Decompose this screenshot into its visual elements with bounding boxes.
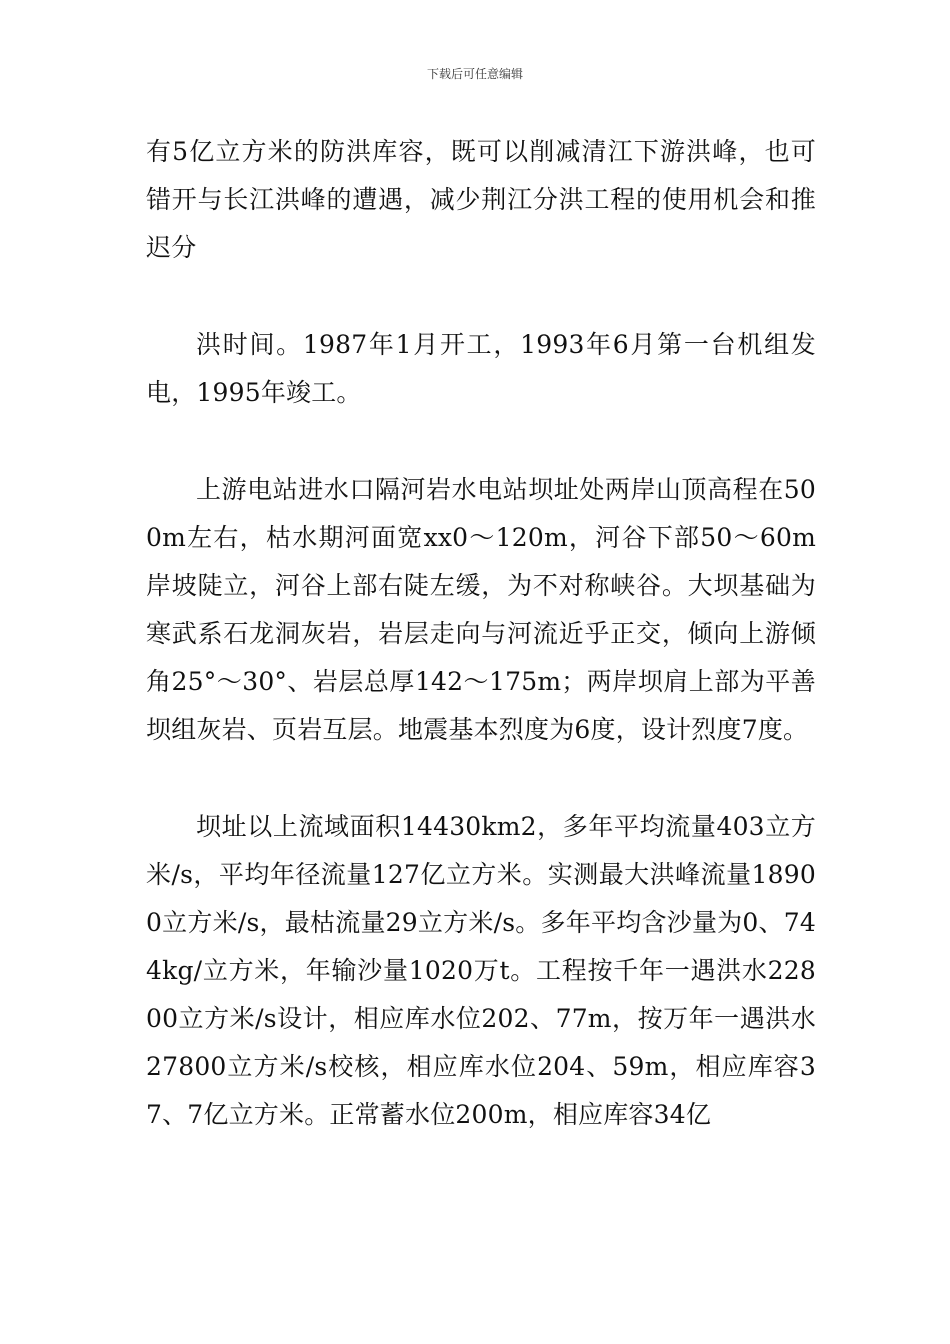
page-header: 下载后可任意编辑 [426,67,523,81]
paragraph-flood-capacity: 有5亿立方米的防洪库容，既可以削减清江下游洪峰，也可错开与长江洪峰的遭遇，减少荆江分洪工程的使用机会和推迟分 [146,137,816,262]
paragraph-construction-timeline: 洪时间。1987年1月开工，1993年6月第一台机组发电，1995年竣工。 [146,330,816,407]
paragraph-geology: 上游电站进水口隔河岩水电站坝址处两岸山顶高程在500m左右，枯水期河面宽xx0～120m，河谷下部50～60m岸坡陡立，河谷上部右陡左缓，为不对称峡谷。大坝基础为寒武系石龙洞灰岩，岩层走向与河流近乎正交，倾向上游倾角25°～30°、岩层总厚142～175m；两岸坝肩上部为平善坝组灰岩、页岩互层。地震基本烈度为6度，设计烈度7度。 [146,475,816,744]
paragraph-hydrology: 坝址以上流域面积14430km2，多年平均流量403立方米/s，平均年径流量127亿立方米。实测最大洪峰流量18900立方米/s，最枯流量29立方米/s。多年平均含沙量为0、744kg/立方米，年输沙量1020万t。工程按千年一遇洪水22800立方米/s设计，相应库水位202、77m，按万年一遇洪水27800立方米/s校核，相应库水位204、59m，相应库容37、7亿立方米。正常蓄水位200m，相应库容34亿 [146,812,816,1129]
document-body [146,128,816,1139]
